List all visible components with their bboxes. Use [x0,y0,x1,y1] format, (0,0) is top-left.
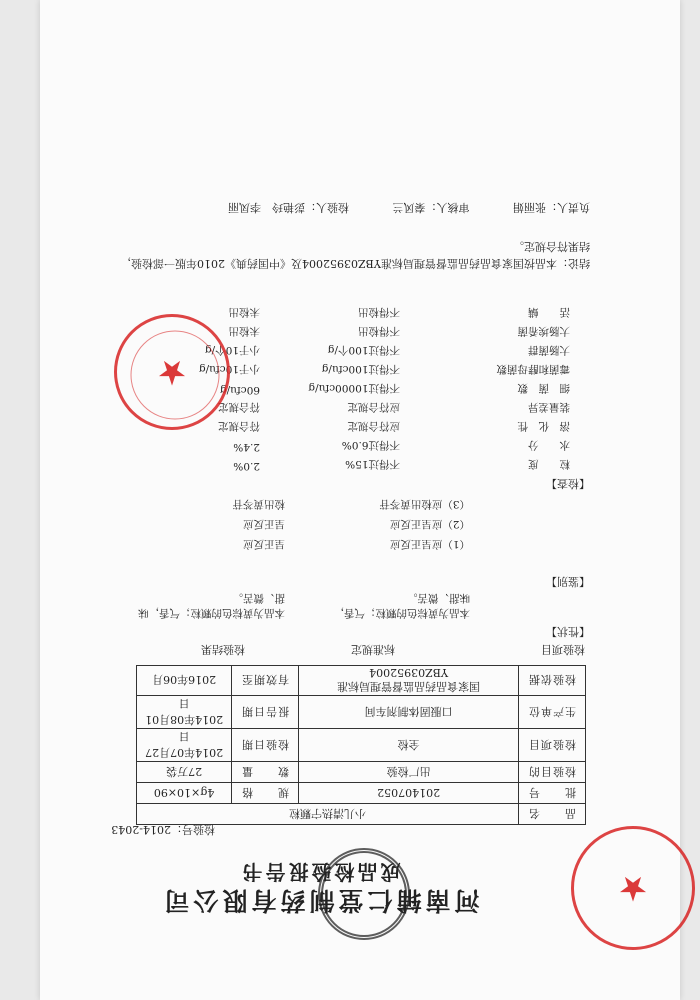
results-header-item: 检验项目 [541,643,585,656]
report-date-value: 2014年08月01日 [137,696,232,729]
results-header-standard: 标准规定 [351,643,395,656]
producer-label: 生产单位 [519,696,586,729]
ident-result-1: 呈正反应 [243,538,285,550]
section-inspection: 【检查】 [546,477,590,490]
inspect-item-4: 装量差异 [528,401,570,413]
quantity-label: 数 量 [232,762,299,783]
inspect-item-7: 大肠菌群 [528,344,570,356]
spec-label: 规 格 [232,783,299,804]
reviewer-signature: 审核人：秦风兰 [392,201,470,214]
conclusion-text: 结论：本品按国家食品药品监督管理局标准YBZ03952004及《中国药典》2010年版一部检验，结果符合规定。 [120,240,590,270]
inspect-result-9: 未检出 [228,306,260,318]
expiry-label: 有效期至 [232,666,299,696]
inspect-result-7: 小于10个/g [204,344,260,356]
inspect-standard-5: 不得过10000cfu/g [308,382,400,394]
basis-label: 检验依据 [519,666,586,696]
inspect-standard-7: 不得过100个/g [327,344,400,356]
inspect-standard-9: 不得检出 [358,306,400,318]
purpose-label: 检验目的 [519,762,586,783]
spec-value: 4g×10×90 [137,783,232,804]
inspect-result-3: 符合规定 [218,420,260,432]
inspect-standard-8: 不得检出 [358,325,400,337]
ident-standard-2: （2）应呈正反应 [389,518,470,530]
inspect-item-8: 大肠埃希菌 [517,325,570,337]
table-row [137,762,586,783]
company-seal-stamp [114,314,230,430]
inspect-result-2: 2.4% [233,441,260,453]
inspect-item-2: 水 分 [528,439,570,451]
inspect-item-5: 细 菌 数 [517,382,570,394]
table-row [137,696,586,729]
inspect-standard-6: 不得过100cfu/g [321,363,400,375]
inspect-standard-1: 不得过15% [345,458,400,470]
purpose-value: 出厂检验 [299,762,519,783]
approver-signature: 负责人：张丽娟 [513,201,590,214]
inspect-item-1: 粒 度 [528,458,570,470]
table-row [137,729,586,762]
appearance-result: 本品为黄棕色的颗粒；气香，味甜、微苦。 [138,592,285,619]
ident-standard-3: （3）应检出黄芩苷 [379,498,470,510]
inspector-signature: 检验人：彭艳玲 李凤丽 [228,201,349,214]
inspect-result-5: 60cfu/g [219,384,260,396]
inspect-result-8: 未检出 [228,325,260,337]
inspect-item-9: 活 螨 [528,306,570,318]
inspect-result-4: 符合规定 [218,401,260,413]
inspect-item-6: 霉菌和酵母菌数 [496,363,570,375]
report-subtitle: 成品检验报告书 [239,860,401,884]
expiry-value: 2016年06月 [137,666,232,696]
ident-result-2: 呈正反应 [243,518,285,530]
test-item-label: 检验项目 [519,729,586,762]
table-row [137,804,586,825]
quantity-value: 27万袋 [137,762,232,783]
test-item-value: 全检 [299,729,519,762]
test-date-value: 2014年07月27日 [137,729,232,762]
ident-standard-1: （1）应呈正反应 [389,538,470,550]
inspect-result-1: 2.0% [233,460,260,472]
company-title: 河南辅仁堂制药有限公司 [160,886,480,915]
report-number-label: 检验号： [171,823,215,836]
section-identification: 【鉴别】 [546,575,590,588]
inspect-standard-3: 应符合规定 [347,420,400,432]
batch-label: 批 号 [519,783,586,804]
product-info-table [136,665,586,825]
seal-star-icon: ★ [156,352,188,392]
ident-result-3: 检出黄芩苷 [232,498,285,510]
table-row [137,666,586,696]
qa-department-stamp [571,826,695,950]
inspect-standard-2: 不得过6.0% [341,439,400,451]
section-appearance: 【性状】 [546,625,590,638]
appearance-standard: 本品为黄棕色的颗粒；气香，味甜、微苦。 [333,592,470,619]
batch-value: 201407052 [299,783,519,804]
table-row [137,783,586,804]
report-date-label: 报告日期 [232,696,299,729]
producer-value: 口服固体制剂车间 [299,696,519,729]
inspect-item-3: 溶 化 性 [517,420,570,432]
signature-line [90,200,590,216]
product-name-value: 小儿清热宁颗粒 [137,804,519,825]
results-header-result: 检验结果 [201,643,245,656]
test-date-label: 检验日期 [232,729,299,762]
report-number-value: 2014-2043 [111,823,171,836]
qc-inspection-stamp [318,848,410,940]
product-name-label: 品 名 [519,804,586,825]
basis-value: 国家食品药品监督管理局标准 YBZ03952004 [299,666,519,696]
inspect-standard-4: 应符合规定 [347,401,400,413]
inspect-result-6: 小于10cfu/g [198,363,260,375]
qa-seal-star-icon: ★ [617,868,649,908]
